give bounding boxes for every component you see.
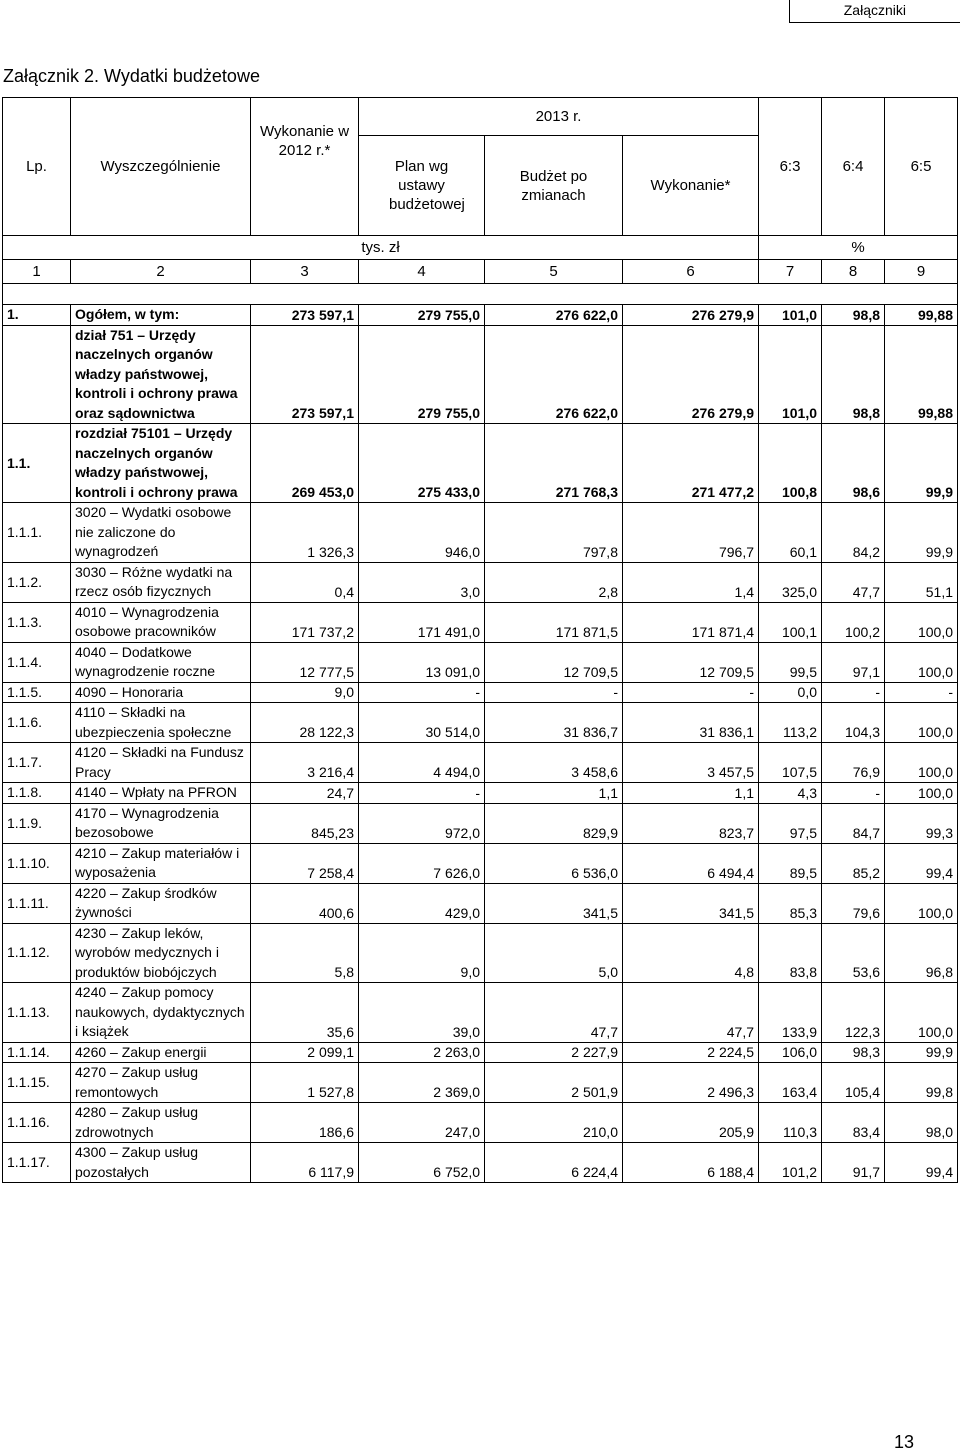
row-lp: 1.1.3. xyxy=(3,602,71,642)
row-lp: 1.1.14. xyxy=(3,1042,71,1063)
row-value: 1 326,3 xyxy=(251,503,359,563)
row-lp xyxy=(3,325,71,424)
row-value: 3 216,4 xyxy=(251,743,359,783)
row-name: 4170 – Wynagrodzenia bezosobowe xyxy=(71,803,251,843)
table-row xyxy=(3,783,958,804)
row-value: - xyxy=(359,682,485,703)
row-value: 47,7 xyxy=(623,983,759,1043)
row-name: 4090 – Honoraria xyxy=(71,682,251,703)
row-value: 133,9 xyxy=(759,983,822,1043)
row-lp: 1.1.11. xyxy=(3,883,71,923)
header-ratio-6-5: 6:5 xyxy=(885,98,958,236)
table-row xyxy=(3,1143,958,1183)
section-title: Załącznik 2. Wydatki budżetowe xyxy=(3,66,260,86)
row-value: 101,0 xyxy=(759,325,822,424)
row-name: 4110 – Składki na ubezpieczenia społeczne xyxy=(71,703,251,743)
col-number: 1 xyxy=(3,260,71,284)
row-value: 271 477,2 xyxy=(623,424,759,503)
row-value: 9,0 xyxy=(251,682,359,703)
row-lp: 1.1.16. xyxy=(3,1103,71,1143)
row-value: 797,8 xyxy=(485,503,623,563)
row-value: 100,1 xyxy=(759,602,822,642)
row-value: - xyxy=(359,783,485,804)
row-lp: 1. xyxy=(3,305,71,326)
row-value: 99,8 xyxy=(885,1063,958,1103)
row-value: 104,3 xyxy=(822,703,885,743)
row-value: 83,8 xyxy=(759,923,822,983)
row-value: 247,0 xyxy=(359,1103,485,1143)
row-value: 100,0 xyxy=(885,983,958,1043)
row-value: 100,2 xyxy=(822,602,885,642)
row-value: 0,4 xyxy=(251,562,359,602)
table-row xyxy=(3,642,958,682)
row-name: Ogółem, w tym: xyxy=(71,305,251,326)
row-value: 5,0 xyxy=(485,923,623,983)
row-value: 97,5 xyxy=(759,803,822,843)
row-value: 6 536,0 xyxy=(485,843,623,883)
row-name: rozdział 75101 – Urzędy naczelnych organów władzy państwowej, kontroli i ochrony prawa xyxy=(71,424,251,503)
row-value: 113,2 xyxy=(759,703,822,743)
row-lp: 1.1. xyxy=(3,424,71,503)
row-value: 60,1 xyxy=(759,503,822,563)
row-value: 100,8 xyxy=(759,424,822,503)
row-value: 1,1 xyxy=(485,783,623,804)
row-value: - xyxy=(822,783,885,804)
row-value: 273 597,1 xyxy=(251,325,359,424)
row-value: 39,0 xyxy=(359,983,485,1043)
row-value: 99,5 xyxy=(759,642,822,682)
row-value: 429,0 xyxy=(359,883,485,923)
row-value: 341,5 xyxy=(485,883,623,923)
table-row xyxy=(3,682,958,703)
row-value: 98,6 xyxy=(822,424,885,503)
row-value: 31 836,1 xyxy=(623,703,759,743)
row-value: 100,0 xyxy=(885,883,958,923)
row-value: 6 752,0 xyxy=(359,1143,485,1183)
row-name: 4210 – Zakup materiałów i wyposażenia xyxy=(71,843,251,883)
row-value: 85,3 xyxy=(759,883,822,923)
row-value: 7 626,0 xyxy=(359,843,485,883)
row-value: 105,4 xyxy=(822,1063,885,1103)
row-value: 79,6 xyxy=(822,883,885,923)
row-value: 972,0 xyxy=(359,803,485,843)
row-value: 279 755,0 xyxy=(359,325,485,424)
row-value: 796,7 xyxy=(623,503,759,563)
table-row xyxy=(3,703,958,743)
row-lp: 1.1.9. xyxy=(3,803,71,843)
row-name: 4140 – Wpłaty na PFRON xyxy=(71,783,251,804)
row-value: 6 224,4 xyxy=(485,1143,623,1183)
col-number: 4 xyxy=(359,260,485,284)
row-value: 2,8 xyxy=(485,562,623,602)
row-name: 4010 – Wynagrodzenia osobowe pracowników xyxy=(71,602,251,642)
row-value: 276 622,0 xyxy=(485,305,623,326)
row-value: 2 224,5 xyxy=(623,1042,759,1063)
row-value: - xyxy=(485,682,623,703)
row-value: 341,5 xyxy=(623,883,759,923)
row-lp: 1.1.10. xyxy=(3,843,71,883)
table-row xyxy=(3,923,958,983)
row-value: 99,3 xyxy=(885,803,958,843)
row-name: 4220 – Zakup środków żywności xyxy=(71,883,251,923)
row-name: 3030 – Różne wydatki na rzecz osób fizycznych xyxy=(71,562,251,602)
row-value: 2 099,1 xyxy=(251,1042,359,1063)
row-name: 4240 – Zakup pomocy naukowych, dydaktycznych i książek xyxy=(71,983,251,1043)
row-value: 4,8 xyxy=(623,923,759,983)
row-value: 171 491,0 xyxy=(359,602,485,642)
header-unit-money: tys. zł xyxy=(3,236,759,260)
row-value: 171 871,4 xyxy=(623,602,759,642)
row-value: 2 501,9 xyxy=(485,1063,623,1103)
row-value: 101,0 xyxy=(759,305,822,326)
row-value: 205,9 xyxy=(623,1103,759,1143)
row-value: 96,8 xyxy=(885,923,958,983)
row-value: 99,88 xyxy=(885,325,958,424)
table-row xyxy=(3,325,958,424)
row-value: 276 622,0 xyxy=(485,325,623,424)
row-value: 279 755,0 xyxy=(359,305,485,326)
row-value: 99,9 xyxy=(885,424,958,503)
row-lp: 1.1.13. xyxy=(3,983,71,1043)
row-value: 84,7 xyxy=(822,803,885,843)
row-name: 4270 – Zakup usług remontowych xyxy=(71,1063,251,1103)
row-value: 12 709,5 xyxy=(485,642,623,682)
header-ratio-6-3: 6:3 xyxy=(759,98,822,236)
table-row xyxy=(3,1063,958,1103)
row-value: 100,0 xyxy=(885,602,958,642)
col-number: 5 xyxy=(485,260,623,284)
table-row xyxy=(3,843,958,883)
row-value: 83,4 xyxy=(822,1103,885,1143)
row-lp: 1.1.12. xyxy=(3,923,71,983)
row-value: 91,7 xyxy=(822,1143,885,1183)
row-value: 110,3 xyxy=(759,1103,822,1143)
header-wyszczegolnienie: Wyszczególnienie xyxy=(71,98,251,236)
header-budzet: Budżet po zmianach xyxy=(485,136,623,236)
row-value: 275 433,0 xyxy=(359,424,485,503)
col-number: 8 xyxy=(822,260,885,284)
row-value: 2 263,0 xyxy=(359,1042,485,1063)
row-name: 4120 – Składki na Fundusz Pracy xyxy=(71,743,251,783)
row-value: 106,0 xyxy=(759,1042,822,1063)
header-year-2013: 2013 r. xyxy=(359,98,759,136)
row-value: 1 527,8 xyxy=(251,1063,359,1103)
table-row xyxy=(3,803,958,843)
header-wykonanie-2012: Wykonanie w 2012 r.* xyxy=(251,98,359,236)
row-value: 210,0 xyxy=(485,1103,623,1143)
row-value: 186,6 xyxy=(251,1103,359,1143)
row-value: 171 871,5 xyxy=(485,602,623,642)
row-value: 47,7 xyxy=(485,983,623,1043)
row-value: 12 777,5 xyxy=(251,642,359,682)
row-value: - xyxy=(885,682,958,703)
row-value: 6 494,4 xyxy=(623,843,759,883)
row-value: 6 188,4 xyxy=(623,1143,759,1183)
header-lp: Lp. xyxy=(3,98,71,236)
row-value: 1,4 xyxy=(623,562,759,602)
row-value: 98,3 xyxy=(822,1042,885,1063)
table-row xyxy=(3,883,958,923)
table-row xyxy=(3,424,958,503)
row-value: 107,5 xyxy=(759,743,822,783)
row-lp: 1.1.5. xyxy=(3,682,71,703)
row-value: 85,2 xyxy=(822,843,885,883)
row-value: 100,0 xyxy=(885,642,958,682)
row-value: 2 227,9 xyxy=(485,1042,623,1063)
row-value: 100,0 xyxy=(885,703,958,743)
row-value: 400,6 xyxy=(251,883,359,923)
row-value: 325,0 xyxy=(759,562,822,602)
col-number: 9 xyxy=(885,260,958,284)
row-value: 35,6 xyxy=(251,983,359,1043)
row-value: 5,8 xyxy=(251,923,359,983)
row-value: 30 514,0 xyxy=(359,703,485,743)
table-row xyxy=(3,305,958,326)
row-value: 99,4 xyxy=(885,843,958,883)
row-value: 99,9 xyxy=(885,1042,958,1063)
row-value: 100,0 xyxy=(885,783,958,804)
table-row xyxy=(3,743,958,783)
row-lp: 1.1.7. xyxy=(3,743,71,783)
row-name: 4260 – Zakup energii xyxy=(71,1042,251,1063)
row-value: 12 709,5 xyxy=(623,642,759,682)
expenditure-table xyxy=(2,97,958,1183)
header-wykonanie: Wykonanie* xyxy=(623,136,759,236)
row-value: 98,0 xyxy=(885,1103,958,1143)
row-value: 47,7 xyxy=(822,562,885,602)
row-value: 4 494,0 xyxy=(359,743,485,783)
row-value: 273 597,1 xyxy=(251,305,359,326)
col-number: 7 xyxy=(759,260,822,284)
row-value: 823,7 xyxy=(623,803,759,843)
row-name: 3020 – Wydatki osobowe nie zaliczone do wynagrodzeń xyxy=(71,503,251,563)
row-value: 845,23 xyxy=(251,803,359,843)
row-value: 271 768,3 xyxy=(485,424,623,503)
row-value: 829,9 xyxy=(485,803,623,843)
col-number: 2 xyxy=(71,260,251,284)
row-value: 2 369,0 xyxy=(359,1063,485,1103)
row-value: 4,3 xyxy=(759,783,822,804)
row-value: - xyxy=(623,682,759,703)
row-lp: 1.1.15. xyxy=(3,1063,71,1103)
row-value: 76,9 xyxy=(822,743,885,783)
row-value: 122,3 xyxy=(822,983,885,1043)
row-value: 13 091,0 xyxy=(359,642,485,682)
row-value: 2 496,3 xyxy=(623,1063,759,1103)
row-value: 101,2 xyxy=(759,1143,822,1183)
row-value: 276 279,9 xyxy=(623,305,759,326)
row-value: 98,8 xyxy=(822,305,885,326)
row-value: 9,0 xyxy=(359,923,485,983)
row-value: 28 122,3 xyxy=(251,703,359,743)
page-number: 13 xyxy=(893,1432,914,1452)
row-value: - xyxy=(822,682,885,703)
row-value: 269 453,0 xyxy=(251,424,359,503)
row-value: 98,8 xyxy=(822,325,885,424)
table-row xyxy=(3,1103,958,1143)
row-value: 84,2 xyxy=(822,503,885,563)
row-value: 276 279,9 xyxy=(623,325,759,424)
row-name: 4040 – Dodatkowe wynagrodzenie roczne xyxy=(71,642,251,682)
row-name: 4300 – Zakup usług pozostałych xyxy=(71,1143,251,1183)
table-row xyxy=(3,503,958,563)
row-value: 97,1 xyxy=(822,642,885,682)
row-value: 6 117,9 xyxy=(251,1143,359,1183)
row-lp: 1.1.1. xyxy=(3,503,71,563)
spacer-row xyxy=(3,284,958,305)
row-lp: 1.1.17. xyxy=(3,1143,71,1183)
row-value: 3,0 xyxy=(359,562,485,602)
row-value: 7 258,4 xyxy=(251,843,359,883)
row-value: 24,7 xyxy=(251,783,359,804)
row-name: dział 751 – Urzędy naczelnych organów władzy państwowej, kontroli i ochrony prawa oraz sądownictwa xyxy=(71,325,251,424)
header-unit-pct: % xyxy=(759,236,958,260)
page-header-label: Załączniki xyxy=(789,0,960,23)
row-value: 100,0 xyxy=(885,743,958,783)
row-value: 946,0 xyxy=(359,503,485,563)
row-value: 99,4 xyxy=(885,1143,958,1183)
row-value: 1,1 xyxy=(623,783,759,804)
row-value: 3 458,6 xyxy=(485,743,623,783)
table-row xyxy=(3,983,958,1043)
col-number: 3 xyxy=(251,260,359,284)
row-value: 171 737,2 xyxy=(251,602,359,642)
row-value: 0,0 xyxy=(759,682,822,703)
row-value: 53,6 xyxy=(822,923,885,983)
row-value: 99,9 xyxy=(885,503,958,563)
row-lp: 1.1.8. xyxy=(3,783,71,804)
header-ratio-6-4: 6:4 xyxy=(822,98,885,236)
row-name: 4280 – Zakup usług zdrowotnych xyxy=(71,1103,251,1143)
row-name: 4230 – Zakup leków, wyrobów medycznych i produktów biobójczych xyxy=(71,923,251,983)
row-value: 31 836,7 xyxy=(485,703,623,743)
row-value: 51,1 xyxy=(885,562,958,602)
row-value: 89,5 xyxy=(759,843,822,883)
table-row xyxy=(3,562,958,602)
header-plan: Plan wg ustawy budżetowej xyxy=(359,136,485,236)
row-value: 3 457,5 xyxy=(623,743,759,783)
row-lp: 1.1.4. xyxy=(3,642,71,682)
col-number: 6 xyxy=(623,260,759,284)
row-lp: 1.1.6. xyxy=(3,703,71,743)
row-lp: 1.1.2. xyxy=(3,562,71,602)
table-row xyxy=(3,602,958,642)
row-value: 99,88 xyxy=(885,305,958,326)
table-row xyxy=(3,1042,958,1063)
row-value: 163,4 xyxy=(759,1063,822,1103)
